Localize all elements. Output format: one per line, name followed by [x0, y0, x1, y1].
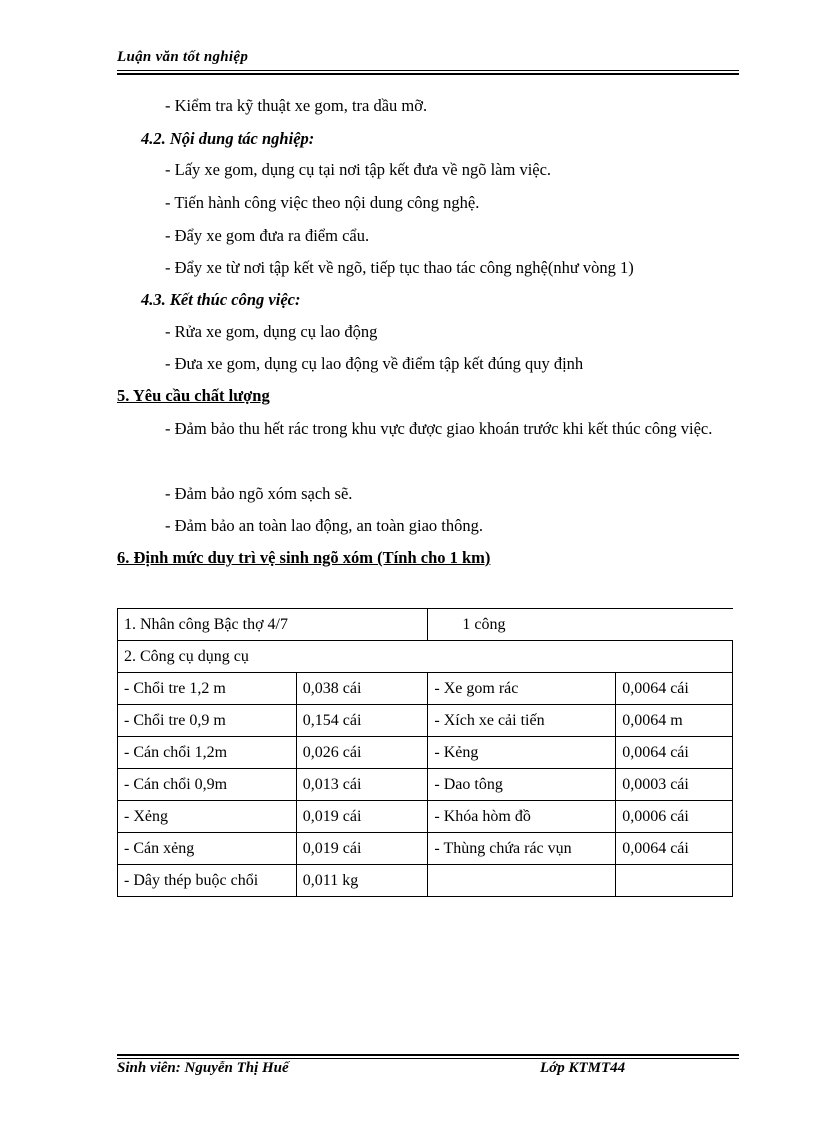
table-cell: - Dao tông: [428, 769, 616, 801]
table-row: [118, 641, 733, 673]
labor-value-cell: 1 công: [428, 609, 733, 641]
table-cell: 0,011 kg: [296, 865, 428, 897]
text-line: - Rửa xe gom, dụng cụ lao động: [165, 322, 378, 341]
table-cell: - Chổi tre 1,2 m: [118, 673, 297, 705]
table-cell: 0,0064 m: [616, 705, 733, 737]
text-line: - Đẩy xe từ nơi tập kết về ngõ, tiếp tục thao tác công nghệ(như vòng 1): [165, 258, 634, 277]
table-row: [118, 673, 733, 705]
table-cell: - Cán chổi 0,9m: [118, 769, 297, 801]
table-cell: 0,0006 cái: [616, 801, 733, 833]
table-row: [118, 801, 733, 833]
subheading-4-3: 4.3. Kết thúc công việc:: [141, 290, 301, 309]
table-cell: - Xích xe cải tiến: [428, 705, 616, 737]
table-cell: 0,019 cái: [296, 801, 428, 833]
heading-5: 5. Yêu cầu chất lượng: [117, 386, 270, 405]
labor-label-cell: 1. Nhân công Bậc thợ 4/7: [118, 609, 428, 641]
table-row: [118, 609, 733, 641]
table-cell: - Kẻng: [428, 737, 616, 769]
table-cell: - Thùng chứa rác vụn: [428, 833, 616, 865]
table-row: [118, 833, 733, 865]
text-line: - Đảm bảo ngõ xóm sạch sẽ.: [165, 484, 353, 503]
paragraph: - Đảm bảo thu hết rác trong khu vực được giao khoán trước khi kết thúc công việc.: [165, 419, 713, 438]
table-cell: - Cán chổi 1,2m: [118, 737, 297, 769]
table-cell: 0,0003 cái: [616, 769, 733, 801]
table-cell: - Khóa hòm đồ: [428, 801, 616, 833]
text-line: - Đưa xe gom, dụng cụ lao động về điểm tập kết đúng quy định: [165, 354, 584, 373]
header-rule-thick: [117, 73, 739, 75]
table-cell: - Xẻng: [118, 801, 297, 833]
text-line: - Kiểm tra kỹ thuật xe gom, tra dầu mỡ.: [165, 96, 428, 115]
table-cell: 0,154 cái: [296, 705, 428, 737]
footer-rule-thin: [117, 1058, 739, 1059]
table-cell: [616, 865, 733, 897]
table-row: [118, 865, 733, 897]
table-cell: 0,013 cái: [296, 769, 428, 801]
table-cell: - Dây thép buộc chổi: [118, 865, 297, 897]
footer-class: Lớp KTMT44: [540, 1060, 626, 1076]
table-row: [118, 769, 733, 801]
table-cell: 0,019 cái: [296, 833, 428, 865]
table-cell: 0,0064 cái: [616, 833, 733, 865]
text-line: - Đảm bảo an toàn lao động, an toàn giao thông.: [165, 516, 484, 535]
table-cell: - Cán xẻng: [118, 833, 297, 865]
norms-table: [117, 608, 733, 897]
text-line: - Tiến hành công việc theo nội dung công nghệ.: [165, 193, 480, 212]
text-line: - Đẩy xe gom đưa ra điểm cẩu.: [165, 226, 370, 245]
table-cell: 0,038 cái: [296, 673, 428, 705]
text-line: - Lấy xe gom, dụng cụ tại nơi tập kết đưa về ngõ làm việc.: [165, 160, 552, 179]
tools-label-cell: 2. Công cụ dụng cụ: [118, 641, 733, 673]
table-row: [118, 737, 733, 769]
header-title: Luận văn tốt nghiệp: [117, 49, 249, 65]
table-cell: 0,0064 cái: [616, 673, 733, 705]
table-row: [118, 705, 733, 737]
footer-rule-thick: [117, 1054, 739, 1056]
table-cell: 0,026 cái: [296, 737, 428, 769]
table-cell: - Xe gom rác: [428, 673, 616, 705]
table-cell: [428, 865, 616, 897]
table-cell: 0,0064 cái: [616, 737, 733, 769]
table-cell: - Chổi tre 0,9 m: [118, 705, 297, 737]
subheading-4-2: 4.2. Nội dung tác nghiệp:: [141, 129, 315, 148]
heading-6: 6. Định mức duy trì vệ sinh ngõ xóm (Tính cho 1 km): [117, 548, 491, 567]
footer-student: Sinh viên: Nguyễn Thị Huế: [117, 1060, 289, 1076]
header-rule-thin: [117, 70, 739, 71]
